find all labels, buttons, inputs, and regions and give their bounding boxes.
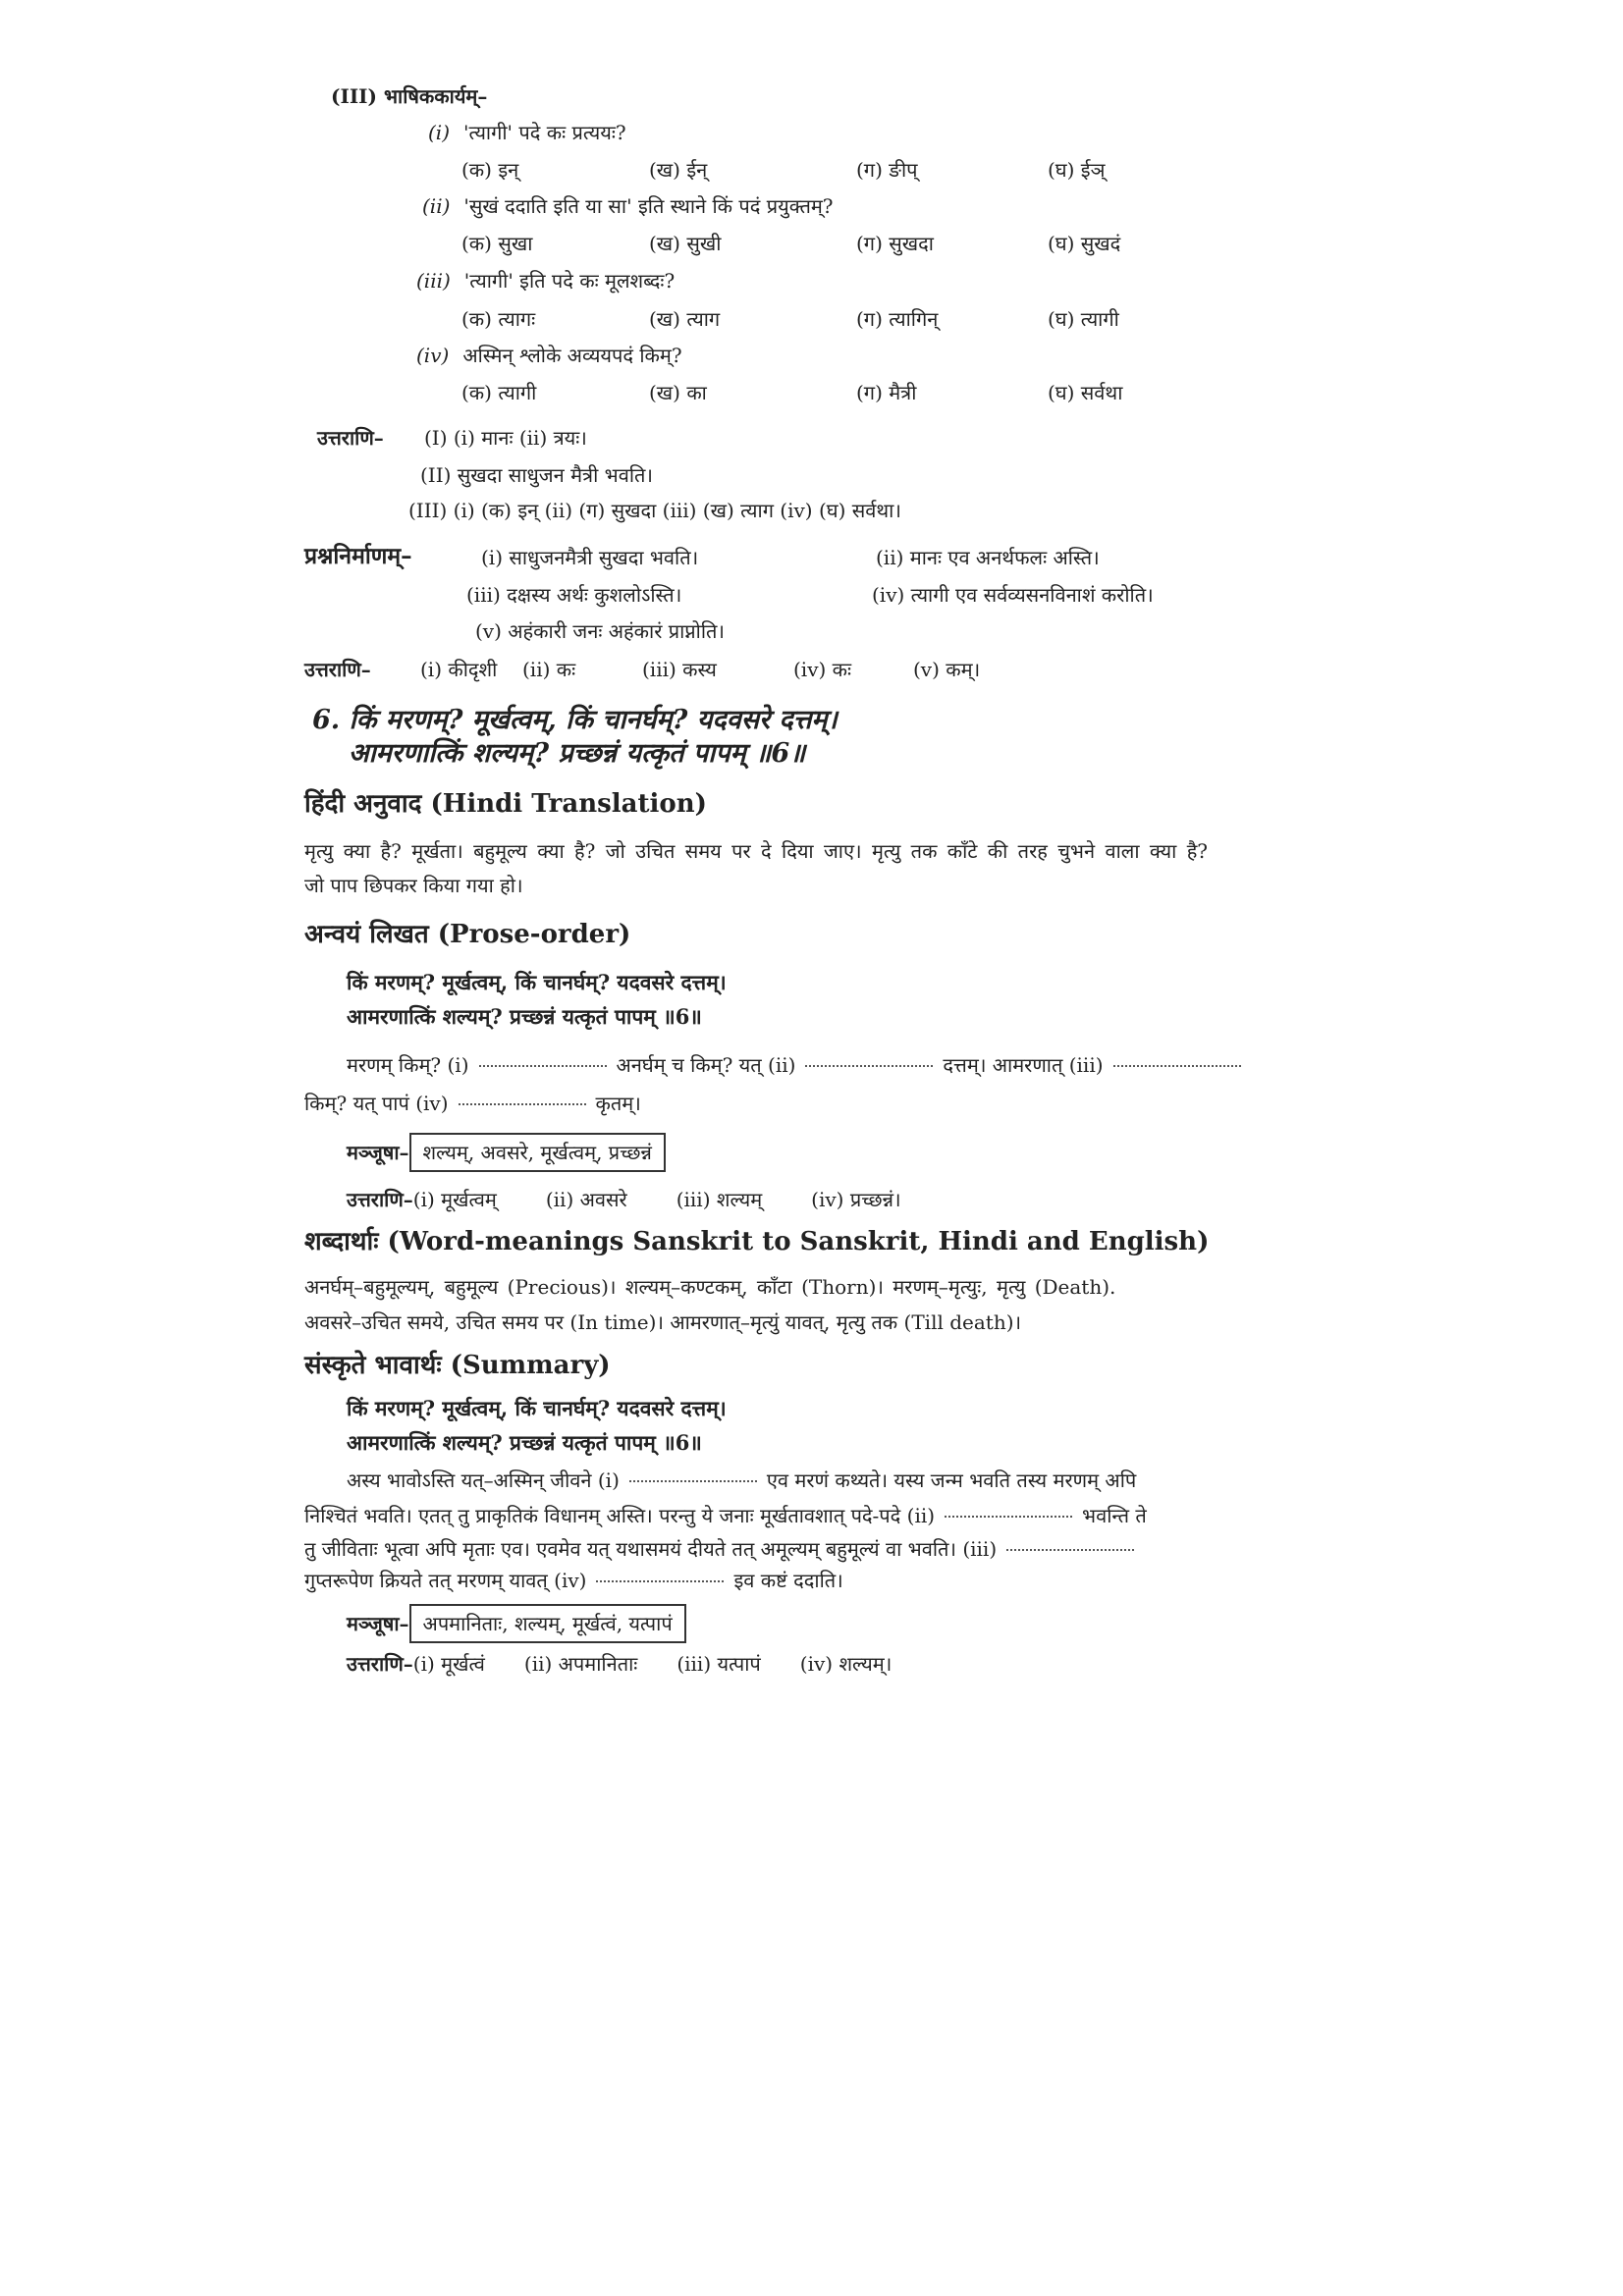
question-1: (i) 'त्यागी' पदे कः प्रत्ययः? [428,121,626,144]
hindi-line: मृत्यु क्या है? मूर्खता। बहुमूल्य क्या है? जो उचित समय पर दे दिया जाए। मृत्यु तक काँटे की तरह चुभने वाला क्या है? [304,839,1209,863]
summary-heading: संस्कृते भावार्थः (Summary) [304,1351,611,1380]
summary-line: तु जीविताः भूत्वा अपि मृताः एव। एवमेव यत् यथासमयं दीयते तत् अमूल्यम् बहुमूल्यं वा भवति। (iii) [304,1535,1144,1563]
blank [459,1090,586,1105]
verse-line-1: किं मरणम्? मूर्खत्वम्, किं चानर्घम्? यदवसरे दत्तम्। [347,1396,727,1420]
answer-line: (III) (i) (क) इन् (ii) (ग) सुखदा (iii) (ख) त्याग (iv) (घ) सर्वथा। [408,499,901,522]
anvay-heading: अन्वयं लिखत (Prose-order) [304,920,631,949]
option: (ग) मैत्री [856,381,917,404]
manjusha: मञ्जूषा– शल्यम्, अवसरे, मूर्खत्वम्, प्रच्छन्नं [347,1133,666,1172]
meaning-line: अवसरे–उचित समये, उचित समय पर (In time)। आमरणात्–मृत्युं यावत्, मृत्यु तक (Till death)। [304,1310,1022,1334]
blank [1006,1535,1134,1551]
prashna-item: (v) अहंकारी जनः अहंकारं प्राप्नोति। [475,619,726,643]
verse-line-2: आमरणात्किं शल्यम्? प्रच्छन्नं यत्कृतं पापम् ॥6॥ [349,738,806,769]
summary-line: अस्य भावोऽस्ति यत्–अस्मिन् जीवने (i) एव मरणं कथ्यते। यस्य जन्म भवति तस्य मरणम् अपि [347,1468,1137,1492]
answers: उत्तराणि–(i) मूर्खत्वं (ii) अपमानिताः (iii) यत्पापं (iv) शल्यम्। [347,1652,893,1676]
option: (ख) त्याग [649,307,721,331]
meaning-line: अनर्घम्–बहुमूल्यम्, बहुमूल्य (Precious)। शल्यम्–कण्टकम्, काँटा (Thorn)। मरणम्–मृत्युः, मृत्यु (Death). [304,1275,1116,1299]
summary-line: गुप्तरूपेण क्रियते तत् मरणम् यावत् (iv) इव कष्टं ददाति। [304,1569,843,1592]
hindi-line: जो पाप छिपकर किया गया हो। [304,874,523,897]
shabdarth-heading: शब्दार्थाः (Word-meanings Sanskrit to Sanskrit, Hindi and English) [304,1227,1210,1256]
hindi-heading: हिंदी अनुवाद (Hindi Translation) [304,789,707,819]
blank [629,1467,757,1482]
verse-line-2: आमरणात्किं शल्यम्? प्रच्छन्नं यत्कृतं पापम् ॥6॥ [347,1004,702,1029]
fill-blank-line: मरणम् किम्? (i) अनर्घम् च किम्? यत् (ii) दत्तम्। आमरणात् (iii) [347,1051,1251,1079]
summary-line: निश्चितं भवति। एतत् तु प्राकृतिकं विधानम् अस्ति। परन्तु ये जनाः मूर्खतावशात् पदे-पदे (ii) भवन्ति ते [304,1504,1147,1527]
option: (क) इन् [461,158,519,182]
prashna-item: (iv) त्यागी एव सर्वव्यसनविनाशं करोति। [872,583,1154,607]
option: (क) त्यागी [461,381,537,404]
option: (घ) सुखदं [1048,232,1121,255]
question-2: (ii) 'सुखं ददाति इति या सा' इति स्थाने किं पदं प्रयुक्तम्? [422,194,834,218]
question-4: (iv) अस्मिन् श्लोके अव्ययपदं किम्? [416,344,682,367]
section-title: (III) भाषिककार्यम्– [331,84,488,108]
answer: (i) कीदृशी [420,658,498,681]
option: (ख) सुखी [649,232,722,255]
answers-label: उत्तराणि– [304,658,371,681]
answer: (iii) कस्य [642,658,717,681]
answer-line: (II) सुखदा साधुजन मैत्री भवति। [420,463,653,487]
answer: (v) कम्। [913,658,981,681]
option: (क) सुखा [461,232,533,255]
word-box: शल्यम्, अवसरे, मूर्खत्वम्, प्रच्छन्नं [409,1133,666,1172]
option: (घ) ईञ् [1048,158,1106,182]
answers-label: उत्तराणि– [317,426,384,450]
question-3: (iii) 'त्यागी' इति पदे कः मूलशब्दः? [416,269,676,293]
option: (क) त्यागः [461,307,536,331]
fill-blank-line: किम्? यत् पापं (iv) कृतम्। [304,1092,641,1115]
option: (ग) त्यागिन् [856,307,939,331]
verse-line-1: किं मरणम्? मूर्खत्वम्, किं चानर्घम्? यदवसरे दत्तम्। [347,970,727,994]
option: (ग) सुखदा [856,232,934,255]
prashna-item: (iii) दक्षस्य अर्थः कुशलोऽस्ति। [466,583,682,607]
blank [805,1051,933,1067]
answers: उत्तराणि–(i) मूर्खत्वम् (ii) अवसरे (iii) शल्यम् (iv) प्रच्छन्नं। [347,1188,901,1211]
prashna-label: प्रश्ननिर्माणम्– [304,543,412,569]
option: (ग) ङीप् [856,158,918,182]
blank [596,1567,724,1582]
option: (ख) का [649,381,707,404]
answer: (ii) कः [522,658,576,681]
prashna-item: (i) साधुजनमैत्री सुखदा भवति। [481,546,699,569]
verse-line-1: 6. किं मरणम्? मूर्खत्वम्, किं चानर्घम्? यदवसरे दत्तम्। [312,705,838,735]
option: (ख) ईन् [649,158,708,182]
manjusha: मञ्जूषा– अपमानिताः, शल्यम्, मूर्खत्वं, यत्पापं [347,1604,686,1643]
word-box: अपमानिताः, शल्यम्, मूर्खत्वं, यत्पापं [409,1604,686,1643]
answer-line: (I) (i) मानः (ii) त्रयः। [424,426,587,450]
option: (घ) सर्वथा [1048,381,1123,404]
prashna-item: (ii) मानः एव अनर्थफलः अस्ति। [876,546,1100,569]
blank [479,1051,607,1067]
blank [1113,1051,1241,1067]
option: (घ) त्यागी [1048,307,1119,331]
verse-line-2: आमरणात्किं शल्यम्? प्रच्छन्नं यत्कृतं पापम् ॥6॥ [347,1430,702,1455]
answer: (iv) कः [793,658,852,681]
blank [945,1502,1072,1518]
